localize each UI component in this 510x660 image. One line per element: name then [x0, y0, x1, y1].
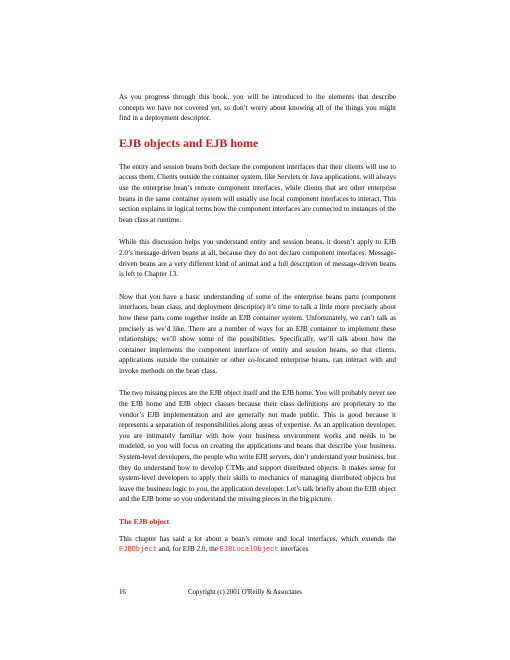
- section-heading: EJB objects and EJB home: [119, 135, 259, 150]
- body-paragraph-5: [119, 534, 396, 556]
- paragraph-text: and, for EJB 2.0, the: [156, 545, 220, 554]
- body-paragraph-2: While this discussion helps you understand entity and session beans, it doesn’t apply to EJB 2.0’s message-driven beans at all, because they do not declare component interfaces. Message-driven beans are a very different kind of animal and a full description of message-driven beans is left to Chapter 13.: [119, 238, 396, 279]
- body-paragraph-4: The two missing pieces are the EJB object itself and the EJB home. You will probably never see the EJB home and EJB object classes because their class definitions are proprietary to the vendor’s EJB implementation and are generally not made public. This is good because it represents a separation of responsibilities along areas of expertise. As an application developer, you are intimately familiar with how your business environment works and needs to be modeled, so you will focus on creating the applications and beans that describe your business. System-level developers, the people who write EJB servers, don’t understand your business, but they do understand how to develop CTMs and support distributed objects. It makes sense for system-level developers to apply their skills to mechanics of managing distributed objects but leave the business logic to you, the application developer. Let’s talk briefly about the EJB object and the EJB home so you understand the missing pieces in the big picture.: [119, 389, 396, 504]
- paragraph-text: This chapter has said a lot about a bean’s remote and local interfaces, which extends the: [119, 534, 396, 543]
- page-number: 16: [119, 589, 126, 596]
- page-content: [119, 92, 396, 568]
- body-paragraph-1: The entity and session beans both declare the component interfaces that their clients will use to access them. Clients outside the container system, like Servlets or Java applications, will always use the enterprise bean’s remote component interfaces, while clients that are other enterprise beans in the same container system will usually use local component interfaces to interact. This section explains in logical terms how the component interfaces are connected to instances of the bean class at runtime.: [119, 162, 396, 224]
- intro-paragraph: As you progress through this book, you will be introduced to the elements that describe concepts we have not covered yet, so don’t worry about knowing all of the things you might find in a deployment descriptor.: [119, 93, 396, 123]
- subsection-heading: The EJB object: [119, 517, 170, 526]
- code-ejblocalobject: EJBLocalObject: [219, 546, 279, 555]
- copyright-notice: Copyright (c) 2001 O'Reilly & Associates: [188, 589, 302, 596]
- body-paragraph-3: Now that you have a basic understanding of some of the enterprise beans parts (component interfaces, bean class, and deployment descriptor) it’s time to talk a little more precisely about how these parts come together inside an EJB container system. Unfortunately, we can’t talk as precisely as we’d like. There are a number of ways for an EJB container to implement these relationships; we’ll show some of the possibilities. Specifically, we’ll talk about how the container implements the component interface of entity and session beans, so that clients, applications outside the container or other co-located enterprise beans, can interact with and invoke methods on the bean class.: [119, 292, 396, 375]
- code-ejbobject: EJBObject: [119, 546, 157, 555]
- paragraph-text: interfaces: [278, 545, 309, 554]
